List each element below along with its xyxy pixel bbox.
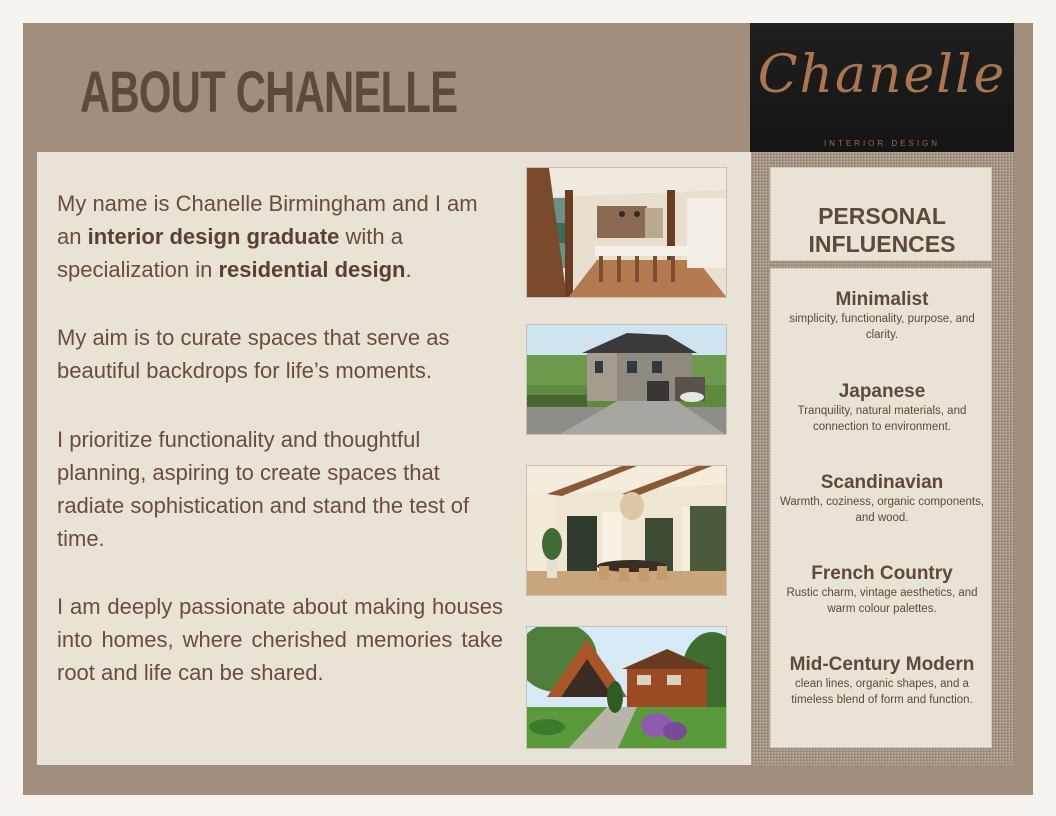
dining-room-photo (526, 465, 727, 596)
influences-heading (771, 202, 993, 258)
influence-description: clean lines, organic shapes, and a timeless blend of form and function. (791, 678, 973, 706)
garden-house-image (527, 627, 727, 749)
influence-item-scandinavian (771, 472, 993, 526)
influence-name: Scandinavian (820, 472, 944, 493)
influence-name: Mid-Century Modern (789, 654, 975, 675)
intro-bold-specialization: residential design (218, 257, 406, 282)
intro-paragraph (57, 187, 505, 286)
influences-list (770, 268, 992, 748)
influence-description: simplicity, functionality, purpose, and clarity. (789, 313, 975, 341)
passion-paragraph: I am deeply passionate about making houses into homes, where cherished memories take root and life can be shared. (57, 594, 503, 685)
influence-item-japanese (771, 381, 993, 435)
logo-script: Chanelle (757, 45, 1007, 105)
influence-description: Warmth, coziness, organic components, and wood. (779, 496, 985, 524)
influence-item-mid-century-modern (771, 654, 993, 708)
page-title: ABOUT CHANELLE (80, 60, 458, 125)
house-exterior-image (527, 325, 727, 435)
influence-description: Rustic charm, vintage aesthetics, and warm colour palettes. (786, 587, 978, 615)
influence-name: Japanese (838, 381, 926, 402)
priority-paragraph: I prioritize functionality and thoughtful planning, aspiring to create spaces that radiate sophistication and stand the test of time. (57, 427, 470, 551)
house-exterior-photo (526, 324, 727, 435)
influence-name: Minimalist (835, 289, 929, 310)
influence-item-french-country (771, 563, 993, 617)
influence-description: Tranquility, natural materials, and connection to environment. (797, 405, 967, 433)
logo-subtitle: INTERIOR DESIGN (823, 139, 941, 148)
intro-text-1: My name is Chanelle Birmingham and I am an (57, 191, 478, 249)
influence-name: French Country (811, 563, 953, 584)
intro-bold-degree: interior design graduate (87, 224, 340, 249)
kitchen-interior-image (527, 168, 727, 298)
garden-house-photo (526, 626, 727, 749)
intro-text-3: . (405, 257, 412, 282)
intro-text-2: with a specialization in (57, 224, 404, 282)
influences-heading-text: PERSONAL INFLUENCES (808, 203, 956, 257)
brand-logo (750, 23, 1014, 152)
influences-heading-box (770, 167, 992, 261)
kitchen-interior-photo (526, 167, 727, 298)
dining-room-image (527, 466, 727, 596)
influence-item-minimalist (771, 289, 993, 343)
aim-paragraph: My aim is to curate spaces that serve as beautiful backdrops for life’s moments. (57, 325, 450, 383)
